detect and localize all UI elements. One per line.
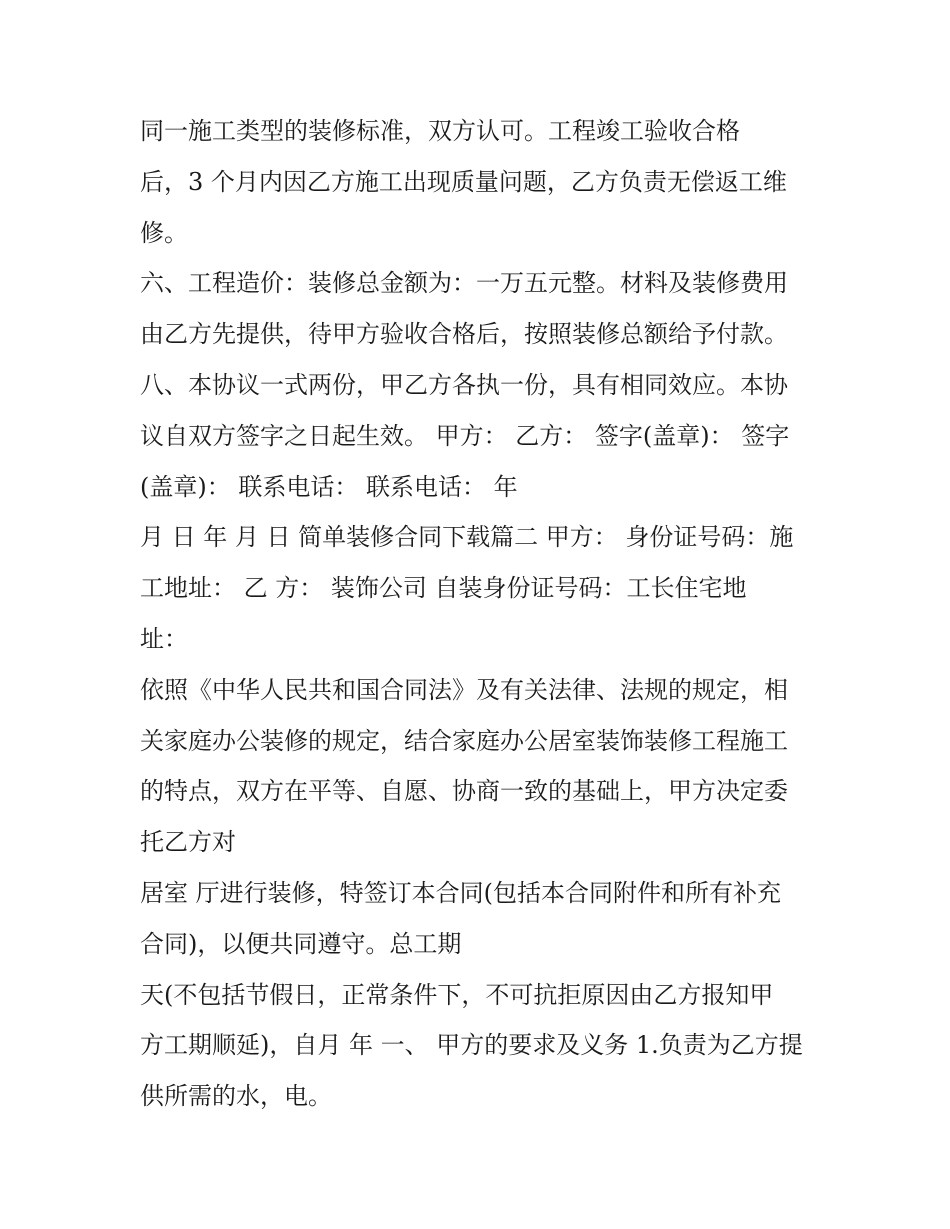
text-line-16: 居室 厅进行装修，特签订本合同(包括本合同附件和所有补充	[140, 878, 781, 907]
text-line-5: 由乙方先提供，待甲方验收合格后，按照装修总额给予付款。	[140, 320, 788, 349]
text-line-7: 议自双方签字之日起生效。 甲方： 乙方： 签字(盖章)： 签字	[140, 421, 790, 450]
text-line-13: 关家庭办公装修的规定，结合家庭办公居室装饰装修工程施工	[140, 726, 788, 755]
text-line-19: 方工期顺延)，自月 年 一、 甲方的要求及义务 1.负责为乙方提	[140, 1031, 803, 1060]
text-line-4: 六、工程造价：装修总金额为：一万五元整。材料及装修费用	[140, 269, 788, 298]
text-line-10: 工地址： 乙 方： 装饰公司 自装身份证号码：工长住宅地	[140, 574, 747, 603]
text-line-6: 八、本协议一式两份，甲乙方各执一份，具有相同效应。本协	[140, 370, 788, 399]
text-line-14: 的特点，双方在平等、自愿、协商一致的基础上，甲方决定委	[140, 777, 788, 806]
text-line-20: 供所需的水，电。	[140, 1082, 332, 1111]
text-line-17: 合同)，以便共同遵守。总工期	[140, 929, 462, 958]
text-line-12: 依照《中华人民共和国合同法》及有关法律、法规的规定，相	[140, 675, 788, 704]
text-line-15: 托乙方对	[140, 828, 236, 857]
text-line-18: 天(不包括节假日，正常条件下，不可抗拒原因由乙方报知甲	[140, 980, 774, 1009]
text-line-3: 修。	[140, 218, 188, 247]
text-line-1: 同一施工类型的装修标准，双方认可。工程竣工验收合格	[140, 117, 740, 145]
text-line-8: (盖章)： 联系电话： 联系电话： 年	[140, 472, 518, 501]
text-line-9: 月 日 年 月 日 简单装修合同下载篇二 甲方： 身份证号码：施	[140, 523, 794, 552]
text-line-11: 址：	[140, 624, 188, 653]
text-line-2: 后，3 个月内因乙方施工出现质量问题，乙方负责无偿返工维	[140, 167, 787, 196]
document-page	[140, 106, 820, 1122]
